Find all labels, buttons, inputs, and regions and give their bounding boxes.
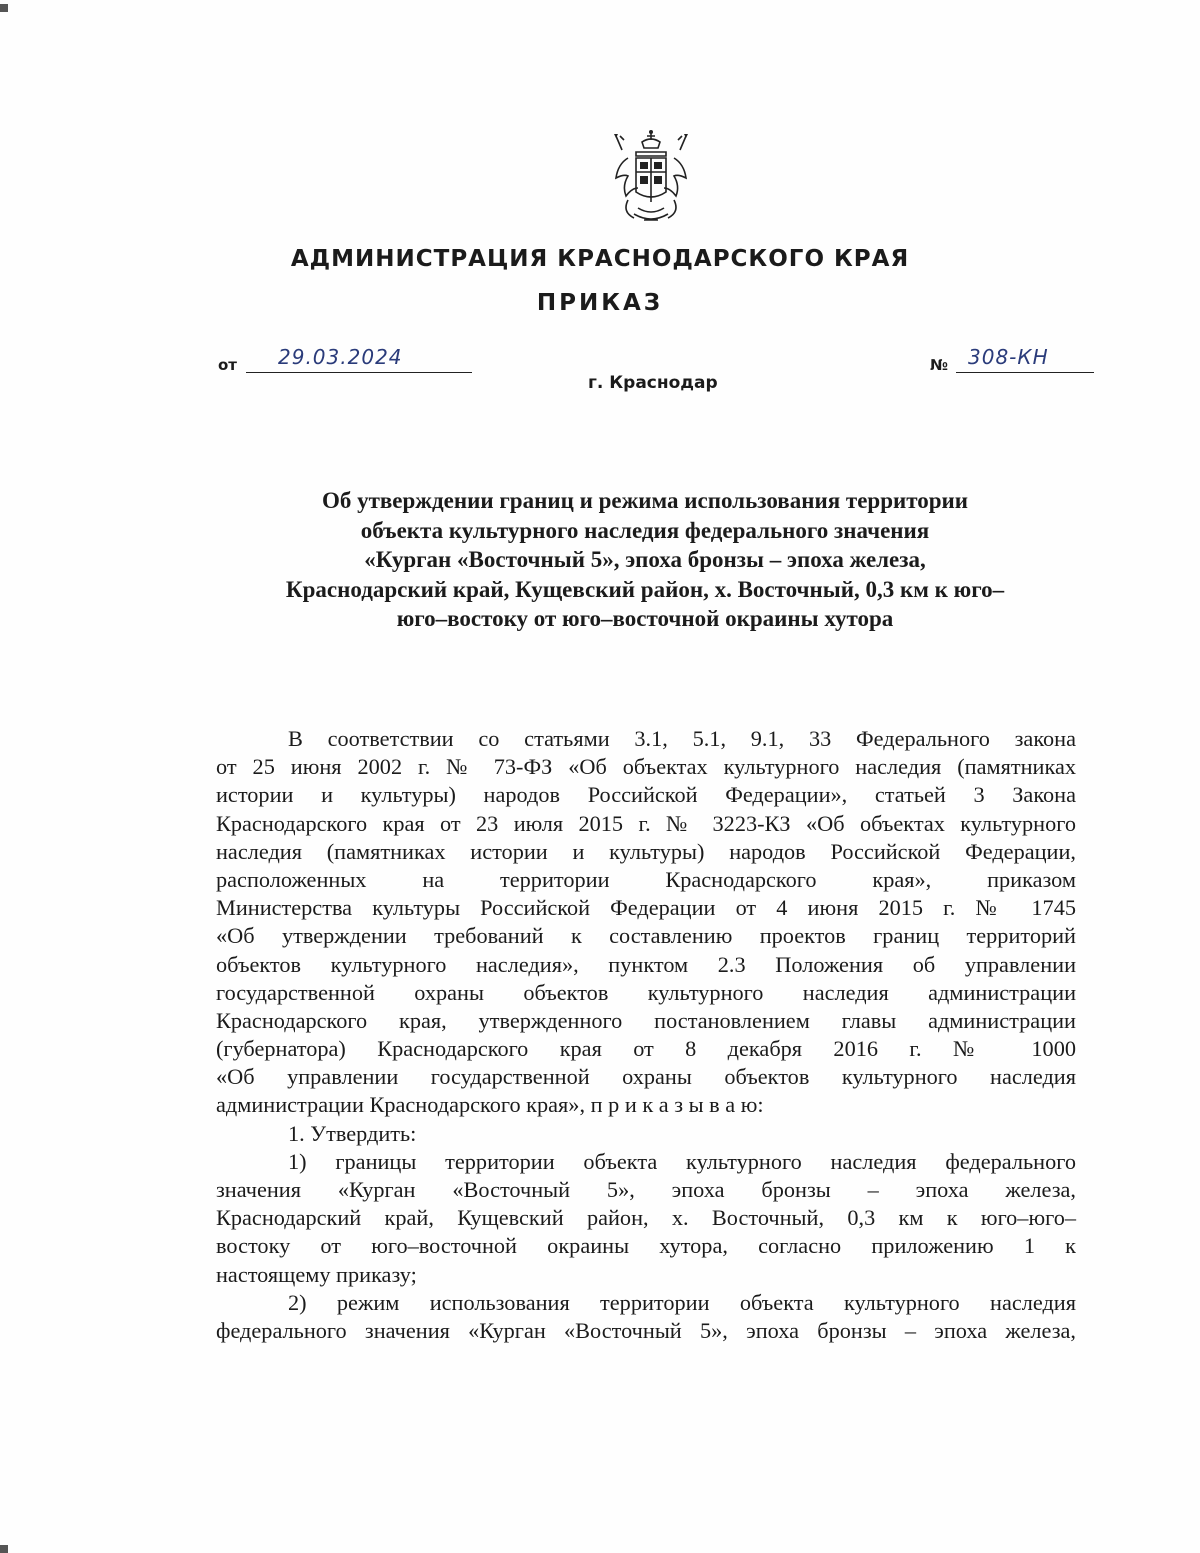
organization-name: АДМИНИСТРАЦИЯ КРАСНОДАРСКОГО КРАЯ [290, 246, 910, 272]
body-line: объектов культурного наследия», пунктом 2.3 Положения об управлении [216, 951, 1076, 977]
body-line: государственной охраны объектов культурного наследия администрации [216, 979, 1076, 1005]
handwritten-number: 308-КН [968, 345, 1049, 369]
number-label: № [930, 356, 949, 374]
scan-edge-mark [0, 4, 8, 12]
body-line: наследия (памятниках истории и культуры) народов Российской Федерации, [216, 838, 1076, 864]
city: г. Краснодар [588, 373, 718, 393]
handwritten-date: 29.03.2024 [278, 345, 403, 369]
date-underline [246, 372, 472, 373]
date-label: от [218, 356, 237, 374]
body-line: Министерства культуры Российской Федерации от 4 июня 2015 г. № 1745 [216, 895, 1076, 921]
title-line: Об утверждении границ и режима использования территории [321, 488, 969, 513]
title-line: Краснодарский край, Кущевский район, х. Восточный, 0,3 км к юго– [285, 576, 1005, 602]
body-line: (губернатора) Краснодарского края от 8 декабря 2016 г. № 1000 [216, 1036, 1076, 1062]
body-line: значения «Курган «Восточный 5», эпоха бронзы – эпоха железа, [216, 1177, 1076, 1202]
body-line: 1. Утвердить: [288, 1120, 417, 1146]
title-line: «Курган «Восточный 5», эпоха бронзы – эпоха железа, [364, 547, 926, 572]
body-line: от 25 июня 2002 г. № 73-ФЗ «Об объектах культурного наследия (памятниках [216, 754, 1076, 780]
body-line: Краснодарского края, утвержденного постановлением главы администрации [216, 1007, 1076, 1033]
body-line: 2) режим использования территории объекта культурного наследия [288, 1289, 1076, 1315]
body-line: администрации Краснодарского края», п р и к а з ы в а ю: [216, 1092, 764, 1118]
document-title [215, 486, 1075, 634]
document-body [216, 725, 1076, 1345]
body-line: 1) границы территории объекта культурного наследия федерального [288, 1148, 1076, 1174]
body-line: федерального значения «Курган «Восточный 5», эпоха бронзы – эпоха железа, [216, 1317, 1076, 1343]
scan-edge-mark [0, 1545, 8, 1553]
body-line: «Об утверждении требований к составлению проектов границ территорий [216, 923, 1076, 949]
document-type: ПРИКАЗ [536, 290, 664, 316]
body-line: настоящему приказу; [216, 1261, 417, 1287]
title-line: объекта культурного наследия федерального значения [360, 517, 930, 543]
coat-of-arms-icon [608, 128, 694, 228]
body-line: Краснодарский край, Кущевский район, х. Восточный, 0,3 км к юго–юго– [216, 1205, 1076, 1231]
body-line: В соответствии со статьями 3.1, 5.1, 9.1, 33 Федерального закона [288, 726, 1076, 751]
body-line: востоку от юго–восточной окраины хутора, согласно приложению 1 к [216, 1233, 1076, 1259]
body-line: Краснодарского края от 23 июля 2015 г. № 3223-КЗ «Об объектах культурного [216, 810, 1076, 836]
title-line: юго–востоку от юго–восточной окраины хутора [396, 606, 894, 631]
number-underline [956, 372, 1094, 373]
body-line: «Об управлении государственной охраны объектов культурного наследия [216, 1064, 1076, 1090]
body-line: расположенных на территории Краснодарского края», приказом [216, 866, 1076, 892]
body-line: истории и культуры) народов Российской Федерации», статьей 3 Закона [216, 782, 1076, 808]
